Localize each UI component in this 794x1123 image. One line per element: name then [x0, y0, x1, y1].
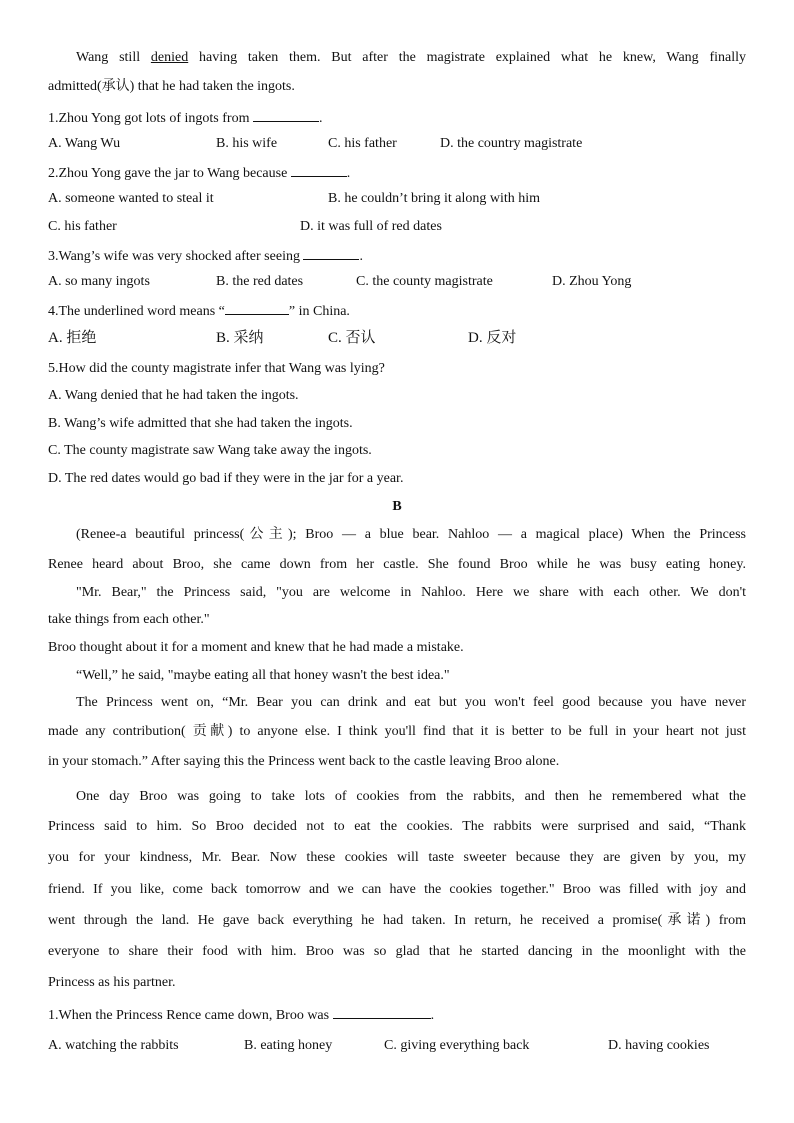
option-a[interactable]: A. watching the rabbits [48, 1038, 179, 1053]
answer-blank[interactable] [291, 163, 347, 177]
option-a[interactable]: A. someone wanted to steal it [48, 191, 214, 206]
option-a[interactable]: A. so many ingots [48, 274, 150, 289]
question-text: ” in China. [288, 304, 350, 319]
passage-b-line: made any contribution( 贡献) to anyone else. I think you'll find that it is better to be full in your heart not just [48, 724, 746, 739]
passage-b-line: you for your kindness, Mr. Bear. Now these cookies will taste sweeter because they are given by you, my [48, 850, 746, 865]
passage-b-line: “Well,” he said, "maybe eating all that honey wasn't the best idea." [76, 668, 450, 683]
option-c[interactable]: C. his father [328, 136, 397, 151]
option-b[interactable]: B. the red dates [216, 274, 304, 289]
option-c[interactable]: C. The county magistrate saw Wang take away the ingots. [48, 443, 372, 458]
underlined-word: denied [150, 50, 189, 65]
option-a[interactable]: A. Wang denied that he had taken the ingots. [48, 388, 299, 403]
question-text: . [430, 1008, 435, 1023]
question-text: 1.Zhou Yong got lots of ingots from [48, 111, 253, 126]
passage-a-line: admitted(承认) that he had taken the ingots. [48, 79, 295, 94]
option-d[interactable]: D. Zhou Yong [552, 274, 632, 289]
question-b-1 [48, 1005, 746, 1025]
question-1 [48, 108, 746, 128]
question-text: 4.The underlined word means “ [48, 304, 225, 319]
passage-text: having taken them. But after the magistrate explained what he knew, Wang finally [188, 50, 746, 65]
question-text: . [359, 249, 363, 264]
passage-b-line: in your stomach.” After saying this the Princess went back to the castle leaving Broo alone. [48, 754, 560, 769]
question-text: . [346, 166, 351, 181]
passage-b-line: One day Broo was going to take lots of cookies from the rabbits, and then he remembered what the [76, 789, 746, 804]
option-b[interactable]: B. 采纳 [216, 330, 264, 346]
passage-b-line: Princess as his partner. [48, 975, 176, 990]
passage-b-line: Princess said to him. So Broo decided not to eat the cookies. The rabbits were surprised and said, “Thank [48, 819, 746, 834]
option-c[interactable]: C. 否认 [328, 330, 376, 346]
option-c[interactable]: C. giving everything back [384, 1038, 530, 1053]
option-d[interactable]: D. having cookies [608, 1038, 710, 1053]
question-text: 1.When the Princess Rence came down, Broo was [48, 1008, 333, 1023]
passage-text: Wang still [76, 50, 151, 65]
option-a[interactable]: A. 拒绝 [48, 330, 97, 346]
answer-blank[interactable] [253, 108, 319, 122]
answer-blank[interactable] [333, 1005, 431, 1019]
answer-blank[interactable] [303, 246, 359, 260]
option-a[interactable]: A. Wang Wu [48, 136, 121, 151]
question-text: 2.Zhou Yong gave the jar to Wang because [48, 166, 291, 181]
passage-b-line: went through the land. He gave back everything he had taken. In return, he received a promise(承诺) from [48, 913, 746, 928]
option-d[interactable]: D. the country magistrate [440, 136, 583, 151]
option-d[interactable]: D. The red dates would go bad if they were in the jar for a year. [48, 471, 404, 486]
answer-blank[interactable] [225, 301, 289, 315]
question-4 [48, 301, 746, 321]
passage-b-line: The Princess went on, “Mr. Bear you can drink and eat but you won't feel good because you have never [76, 695, 746, 710]
passage-b-line: Renee heard about Broo, she came down from her castle. She found Broo while he was busy eating honey. [48, 557, 746, 572]
option-b[interactable]: B. Wang’s wife admitted that she had taken the ingots. [48, 416, 353, 431]
passage-b-line: Broo thought about it for a moment and knew that he had made a mistake. [48, 640, 464, 655]
question-2 [48, 163, 746, 183]
option-c[interactable]: C. the county magistrate [356, 274, 493, 289]
question-3 [48, 246, 746, 266]
section-heading: B [392, 499, 402, 514]
option-d[interactable]: D. it was full of red dates [300, 219, 442, 234]
passage-b-line: (Renee-a beautiful princess(公主); Broo — a blue bear. Nahloo — a magical place) When the Princess [76, 527, 746, 542]
option-b[interactable]: B. he couldn’t bring it along with him [328, 191, 541, 206]
option-d[interactable]: D. 反对 [468, 330, 517, 346]
option-b[interactable]: B. eating honey [244, 1038, 333, 1053]
passage-b-line: take things from each other." [48, 612, 210, 627]
passage-b-line: "Mr. Bear," the Princess said, "you are welcome in Nahloo. Here we share with each other. We don't [76, 585, 746, 600]
passage-b-line: friend. If you like, come back tomorrow and we can have the cookies together." Broo was filled with joy and [48, 882, 746, 897]
option-c[interactable]: C. his father [48, 219, 117, 234]
question-5: 5.How did the county magistrate infer that Wang was lying? [48, 361, 385, 376]
passage-b-line: everyone to share their food with him. Broo was so glad that he started dancing in the moonlight with the [48, 944, 746, 959]
option-b[interactable]: B. his wife [216, 136, 278, 151]
question-text: . [318, 111, 323, 126]
question-text: 3.Wang’s wife was very shocked after seeing [48, 249, 304, 264]
passage-a-line [76, 49, 746, 67]
